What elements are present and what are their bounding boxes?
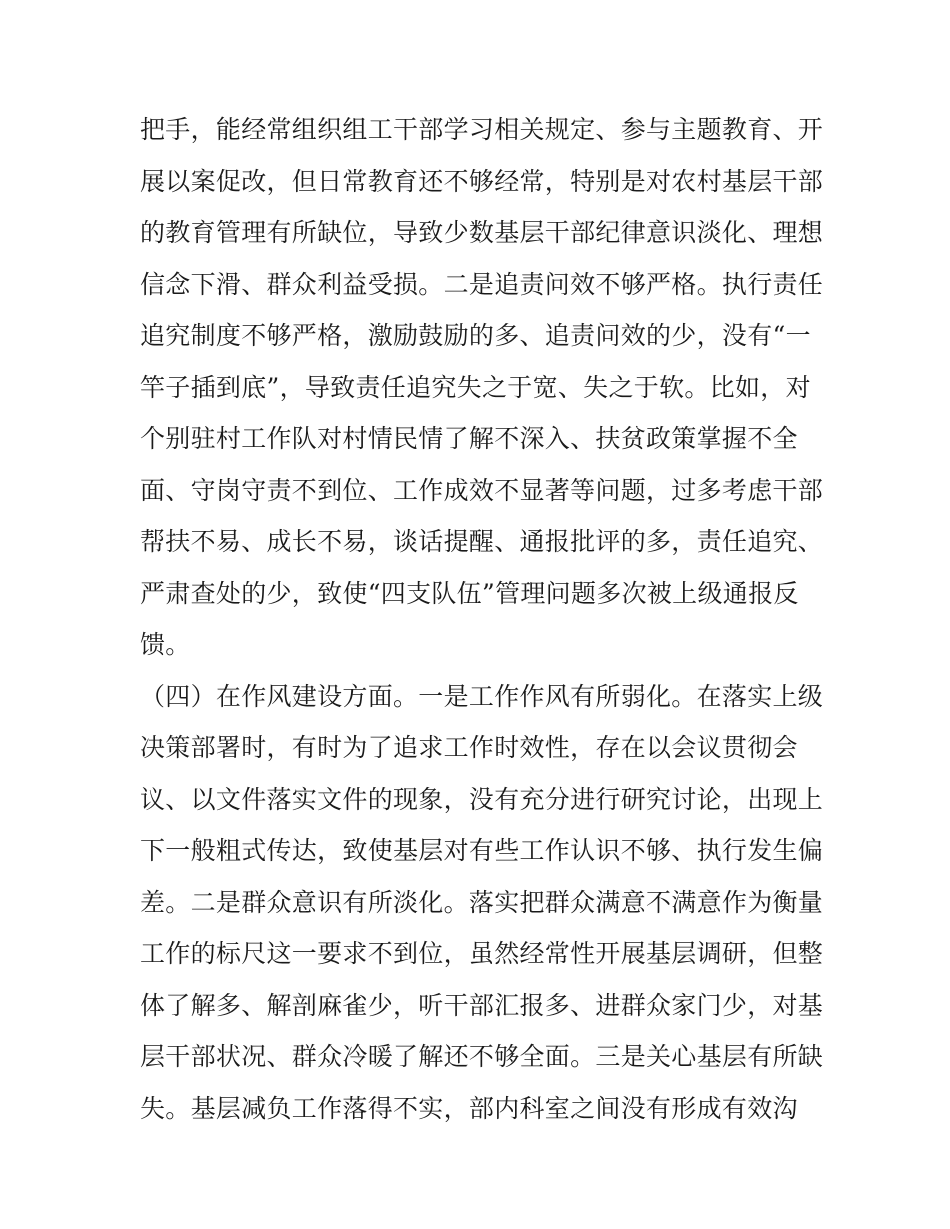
text-line: 层干部状况、群众冷暖了解还不够全面。三是关心基层有所缺 bbox=[140, 1042, 824, 1071]
text-line: 竿子插到底”，导致责任追究失之于宽、失之于软。比如，对 bbox=[140, 372, 811, 402]
text-line: 议、以文件落实文件的现象，没有充分进行研究讨论，出现上 bbox=[140, 784, 824, 814]
text-line: 追究制度不够严格，激励鼓励的多、追责问效的少，没有“一 bbox=[140, 321, 811, 350]
text-line: 个别驻村工作队对村情民情了解不深入、扶贫政策掌握不全 bbox=[140, 424, 798, 453]
text-line: 馈。 bbox=[140, 630, 191, 659]
text-line: 决策部署时，有时为了追求工作时效性，存在以会议贯彻会 bbox=[140, 733, 798, 762]
text-line: 的教育管理有所缺位，导致少数基层干部纪律意识淡化、理想 bbox=[140, 218, 824, 247]
text-line: 展以案促改，但日常教育还不够经常，特别是对农村基层干部 bbox=[140, 166, 824, 196]
text-line: 差。二是群众意识有所淡化。落实把群众满意不满意作为衡量 bbox=[140, 887, 824, 917]
text-line: 帮扶不易、成长不易，谈话提醒、通报批评的多，责任追究、 bbox=[140, 527, 824, 556]
text-line: 体了解多、解剖麻雀少，听干部汇报多、进群众家门少，对基 bbox=[140, 990, 824, 1020]
text-line: 失。基层减负工作落得不实，部内科室之间没有形成有效沟 bbox=[140, 1093, 798, 1123]
text-line: 信念下滑、群众利益受损。二是追责问效不够严格。执行责任 bbox=[140, 269, 824, 299]
text-line: 工作的标尺这一要求不到位，虽然经常性开展基层调研，但整 bbox=[140, 939, 824, 968]
text-line: 严肃查处的少，致使“四支队伍”管理问题多次被上级通报反 bbox=[140, 578, 799, 608]
document-body bbox=[140, 104, 824, 1134]
text-line: 下一般粗式传达，致使基层对有些工作认识不够、执行发生偏 bbox=[140, 836, 824, 865]
section-heading-line: （四）在作风建设方面。一是工作作风有所弱化。在落实上级 bbox=[140, 681, 824, 711]
text-line: 把手，能经常组织组工干部学习相关规定、参与主题教育、开 bbox=[140, 115, 824, 144]
text-line: 面、守岗守责不到位、工作成效不显著等问题，过多考虑干部 bbox=[140, 475, 824, 505]
